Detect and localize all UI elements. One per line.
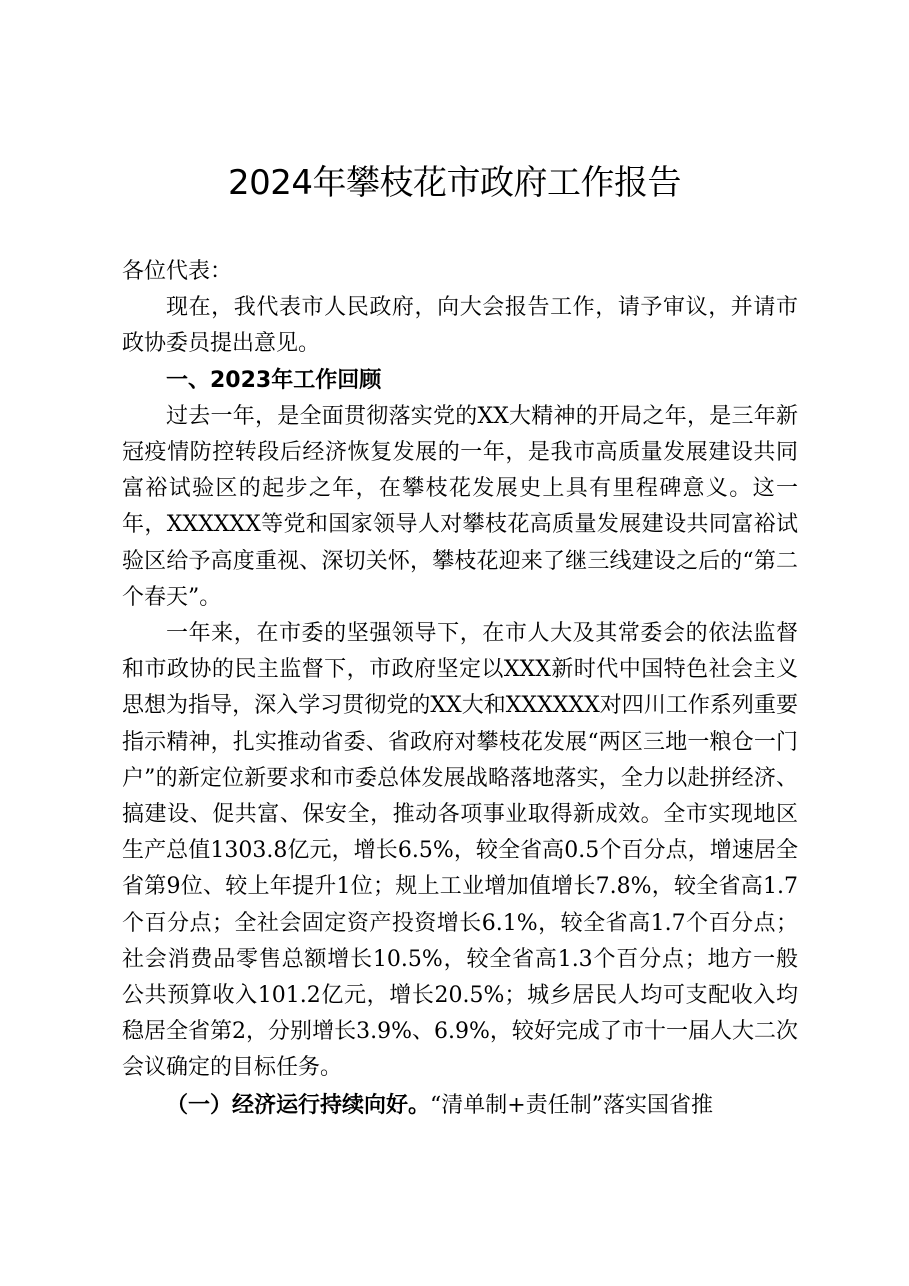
salutation: 各位代表： bbox=[122, 259, 233, 284]
review-paragraph-1: 过去一年，是全面贯彻落实党的XX大精神的开局之年，是三年新冠疫情防控转段后经济恢复发展的一年，是我市高质量发展建设共同富裕试验区的起步之年，在攀枝花发展史上具有里程碑意义。这一年，XXXXXX等党和国家领导人对攀枝花高质量发展建设共同富裕试验区给予高度重视、深切关怀，攀枝花迎来了继三线建设之后的“第二个春天”。 bbox=[122, 403, 798, 610]
review-paragraph-2: 一年来，在市委的坚强领导下，在市人大及其常委会的依法监督和市政协的民主监督下，市政府坚定以XXX新时代中国特色社会主义思想为指导，深入学习贯彻党的XX大和XXXXXX对四川工作系列重要指示精神，扎实推动省委、省政府对攀枝花发展“两区三地一粮仓一门户”的新定位新要求和市委总体发展战略落地落实，全力以赴拼经济、搞建设、促共富、保安全，推动各项事业取得新成效。全市实现地区生产总值1303.8亿元，增长6.5%，较全省高0.5个百分点，增速居全省第9位、较上年提升1位；规上工业增加值增长7.8%，较全省高1.7个百分点；全社会固定资产投资增长6.1%，较全省高1.7个百分点；社会消费品零售总额增长10.5%，较全省高1.3个百分点；地方一般公共预算收入101.2亿元，增长20.5%；城乡居民人均可支配收入均稳居全省第2，分别增长3.9%、6.9%，较好完成了市十一届人大二次会议确定的目标任务。 bbox=[122, 621, 798, 1081]
subsection-heading: （一）经济运行持续向好。 bbox=[166, 1091, 431, 1118]
document-title: 2024年攀枝花市政府工作报告 bbox=[227, 163, 682, 203]
subsection-text: “清单制+责任制”落实国省推 bbox=[430, 1092, 713, 1118]
subsection-paragraph bbox=[122, 1087, 798, 1124]
section-heading: 一、2023年工作回顾 bbox=[166, 367, 382, 393]
intro-paragraph: 现在，我代表市人民政府，向大会报告工作，请予审议，并请市政协委员提出意见。 bbox=[122, 295, 798, 357]
document-body bbox=[122, 254, 798, 1124]
